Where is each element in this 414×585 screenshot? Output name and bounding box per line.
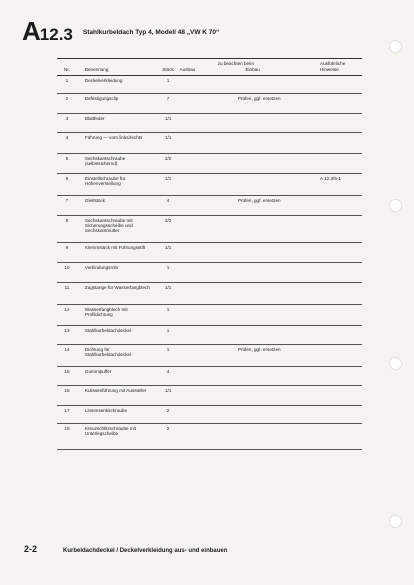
row-name: Kulissenführung mit Aussteller — [77, 385, 157, 405]
row-remove — [180, 132, 230, 153]
punch-hole — [389, 515, 402, 528]
row-remove — [180, 344, 230, 366]
col-group-header — [180, 59, 320, 76]
table-row — [57, 93, 362, 113]
row-nr: 1 — [57, 75, 77, 93]
row-notes — [320, 215, 362, 242]
row-notes — [320, 153, 362, 173]
col-qty-header: Stück — [157, 59, 180, 76]
col-notes-header: Ausführliche Hinweise — [320, 59, 362, 76]
row-nr: 3 — [57, 113, 77, 132]
row-name: Befestigungsclip — [77, 93, 157, 113]
row-qty: 2/2 — [157, 153, 180, 173]
row-notes: A 12.3/5-1 — [320, 173, 362, 195]
row-qty: 1/1 — [157, 132, 180, 153]
row-nr: 7 — [57, 195, 77, 215]
punch-hole — [389, 199, 402, 212]
row-name: Führung — vorn links/rechts — [77, 132, 157, 153]
col-group-label: zu beachten beim — [217, 61, 254, 66]
row-remove — [180, 113, 230, 132]
row-notes — [320, 75, 362, 93]
table-header — [57, 59, 362, 76]
row-qty: 1/1 — [157, 282, 180, 304]
table-row — [57, 366, 362, 385]
row-remove — [180, 153, 230, 173]
row-remove — [180, 423, 230, 449]
row-notes — [320, 344, 362, 366]
page-number: 2-2 — [24, 544, 38, 554]
row-remove — [180, 195, 230, 215]
row-name: Dichtung für Stahlkurbeldachdeckel — [77, 344, 157, 366]
row-qty: 1 — [157, 325, 180, 344]
row-install — [230, 304, 320, 325]
row-remove — [180, 173, 230, 195]
table-row — [57, 113, 362, 132]
row-remove — [180, 385, 230, 405]
row-install — [230, 385, 320, 405]
row-notes — [320, 366, 362, 385]
table-row — [57, 75, 362, 93]
table-row — [57, 215, 362, 242]
row-remove — [180, 75, 230, 93]
row-install — [230, 75, 320, 93]
row-nr: 4 — [57, 132, 77, 153]
table-row — [57, 173, 362, 195]
row-install: Prüfen, ggf. ersetzen — [230, 195, 320, 215]
row-remove — [180, 282, 230, 304]
row-name: Stahlkurbeldachdeckel — [77, 325, 157, 344]
table-row — [57, 423, 362, 449]
row-nr: 8 — [57, 215, 77, 242]
row-install: Prüfen, ggf. ersetzen — [230, 93, 320, 113]
row-qty: 1 — [157, 344, 180, 366]
row-install — [230, 173, 320, 195]
row-nr: 9 — [57, 242, 77, 262]
row-name: Gleitstück — [77, 195, 157, 215]
parts-table — [57, 58, 362, 450]
row-qty: 1/1 — [157, 242, 180, 262]
row-name: Kreuzschlitzschraube mit Unterlegscheibe — [77, 423, 157, 449]
table-row — [57, 304, 362, 325]
row-nr: 11 — [57, 282, 77, 304]
section-letter: A — [22, 16, 40, 46]
row-name: Linsensenkschraube — [77, 405, 157, 423]
row-install — [230, 215, 320, 242]
row-nr: 2 — [57, 93, 77, 113]
row-nr: 14 — [57, 344, 77, 366]
table-row — [57, 195, 362, 215]
row-notes — [320, 385, 362, 405]
row-nr: 10 — [57, 262, 77, 282]
row-nr: 17 — [57, 405, 77, 423]
row-notes — [320, 93, 362, 113]
row-name: Blattfeder — [77, 113, 157, 132]
row-qty: 7 — [157, 93, 180, 113]
row-nr: 6 — [57, 173, 77, 195]
page-title: Stahlkurbeldach Typ 4, Modell 48 „VW K 70“ — [82, 29, 220, 36]
row-name: Deckelverkleidung — [77, 75, 157, 93]
row-install — [230, 153, 320, 173]
row-remove — [180, 325, 230, 344]
row-qty: 2/2 — [157, 215, 180, 242]
row-name: Wasserfangblech mit Profildichtung — [77, 304, 157, 325]
row-notes — [320, 304, 362, 325]
row-qty: 1 — [157, 75, 180, 93]
row-install — [230, 366, 320, 385]
row-nr: 5 — [57, 153, 77, 173]
table-row — [57, 282, 362, 304]
row-name: Gummipuffer — [77, 366, 157, 385]
row-qty: 2 — [157, 423, 180, 449]
row-name: Sechskantschraube mit Sicherungsscheibe und Sechskantmutter — [77, 215, 157, 242]
col-remove-header: Ausbau — [179, 66, 196, 72]
row-qty: 2 — [157, 405, 180, 423]
col-subheaders — [180, 67, 320, 73]
row-qty: 1/1 — [157, 385, 180, 405]
row-qty: 1/1 — [157, 173, 180, 195]
row-qty: 4 — [157, 195, 180, 215]
row-install — [230, 262, 320, 282]
row-nr: 16 — [57, 385, 77, 405]
table-row — [57, 262, 362, 282]
row-qty: 4 — [157, 366, 180, 385]
row-remove — [180, 215, 230, 242]
row-install — [230, 132, 320, 153]
row-nr: 12 — [57, 304, 77, 325]
table-row — [57, 153, 362, 173]
row-install — [230, 325, 320, 344]
row-name: Einstellschraube für Höhenverstellung — [77, 173, 157, 195]
row-notes — [320, 405, 362, 423]
row-name: Verbindungsrohr — [77, 262, 157, 282]
row-install — [230, 113, 320, 132]
row-install: Prüfen, ggf. ersetzen — [230, 344, 320, 366]
row-name: Zugstange für Wasserfangblech — [77, 282, 157, 304]
table-row — [57, 344, 362, 366]
row-nr: 15 — [57, 366, 77, 385]
table-row — [57, 385, 362, 405]
row-notes — [320, 132, 362, 153]
col-name-header: Benennung — [77, 59, 157, 76]
row-qty: 1 — [157, 262, 180, 282]
row-qty: 1/1 — [157, 113, 180, 132]
section-number: 12.3 — [39, 25, 73, 44]
col-nr-header: Nr. — [57, 59, 77, 76]
row-install — [230, 242, 320, 262]
row-name: Sechskantschraube (selbstsichernd) — [77, 153, 157, 173]
row-remove — [180, 366, 230, 385]
page-header — [22, 16, 219, 47]
punch-hole — [389, 40, 402, 53]
row-remove — [180, 242, 230, 262]
row-nr: 18 — [57, 423, 77, 449]
row-install — [230, 405, 320, 423]
table-row — [57, 405, 362, 423]
row-remove — [180, 405, 230, 423]
row-remove — [180, 93, 230, 113]
row-install — [230, 282, 320, 304]
table-row — [57, 132, 362, 153]
row-install — [230, 423, 320, 449]
row-remove — [180, 304, 230, 325]
punch-hole — [389, 357, 402, 370]
row-name: Klemmstück mit Führungsstift — [77, 242, 157, 262]
row-notes — [320, 242, 362, 262]
page-footer — [24, 544, 227, 554]
row-notes — [320, 113, 362, 132]
row-notes — [320, 195, 362, 215]
row-qty: 1 — [157, 304, 180, 325]
row-notes — [320, 282, 362, 304]
table-row — [57, 325, 362, 344]
row-remove — [180, 262, 230, 282]
row-notes — [320, 423, 362, 449]
table-row — [57, 242, 362, 262]
col-install-header: Einbau — [245, 66, 260, 72]
row-notes — [320, 325, 362, 344]
row-notes — [320, 262, 362, 282]
row-nr: 13 — [57, 325, 77, 344]
footer-title: Kurbeldachdeckel / Deckelverkleidung aus- und einbauen — [63, 548, 228, 554]
